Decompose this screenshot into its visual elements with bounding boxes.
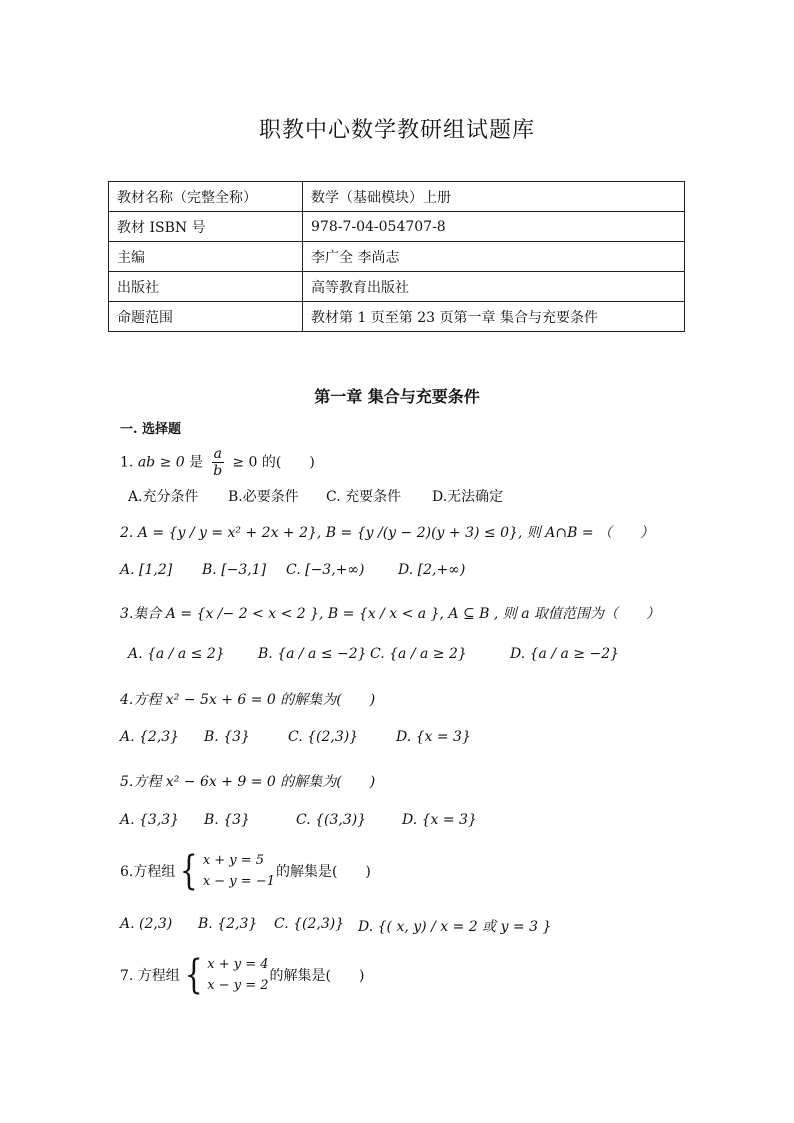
fraction-denominator: b xyxy=(213,463,223,479)
question-expression: ab ≥ 0 xyxy=(137,454,190,471)
option-c[interactable]: C. {(3,3)} xyxy=(296,812,367,828)
question-3: 3.集合 A = {x /− 2 < x < 2 }, B = {x / x < a }, A ⊆ B , 则 a 取值范围为（ ） xyxy=(120,606,661,622)
page-title: 职教中心数学教研组试题库 xyxy=(258,118,535,143)
equation-2: x − y = −1 xyxy=(202,874,275,889)
question-number: 7. 方程组 xyxy=(120,968,180,984)
option-a[interactable]: A.充分条件 xyxy=(128,489,199,505)
option-d[interactable]: D. {x = 3} xyxy=(402,812,477,828)
question-1 xyxy=(120,446,315,479)
section-title: 一. 选择题 xyxy=(120,422,182,437)
option-d[interactable]: D.无法确定 xyxy=(432,489,504,505)
question-6-options xyxy=(120,916,551,936)
question-text: 是 xyxy=(189,454,204,471)
table-cell-label: 命题范围 xyxy=(109,302,303,332)
option-c[interactable]: C. [−3,+∞) xyxy=(286,562,365,578)
option-a[interactable]: A. {2,3} xyxy=(120,729,180,745)
table-cell-value: 教材第 1 页至第 23 页第一章 集合与充要条件 xyxy=(303,302,685,332)
fraction-numerator: a xyxy=(213,446,222,462)
equation-system xyxy=(176,850,275,892)
table-row xyxy=(109,182,685,212)
question-7 xyxy=(120,954,364,996)
option-d[interactable]: D. {x = 3} xyxy=(396,729,471,745)
table-cell-label: 教材 ISBN 号 xyxy=(109,212,303,242)
table-cell-value: 高等教育出版社 xyxy=(303,272,685,302)
table-row xyxy=(109,242,685,272)
question-expression: ≥ 0 xyxy=(232,454,262,471)
option-b[interactable]: B. {a / a ≤ −2} xyxy=(258,646,367,662)
question-4-options xyxy=(120,729,471,745)
left-brace: { xyxy=(180,848,198,894)
table-cell-label: 主编 xyxy=(109,242,303,272)
option-d[interactable]: D. {( x, y) / x = 2 或 y = 3 } xyxy=(358,919,552,935)
option-b[interactable]: B. [−3,1] xyxy=(202,562,267,578)
option-a[interactable]: A. {3,3} xyxy=(120,812,180,828)
question-text: 的解集是( ) xyxy=(275,864,371,880)
table-cell-label: 教材名称（完整全称） xyxy=(109,182,303,212)
equation-1: x + y = 5 xyxy=(202,853,265,868)
option-c[interactable]: C. 充要条件 xyxy=(326,489,402,505)
table-cell-label: 出版社 xyxy=(109,272,303,302)
table-cell-value: 978-7-04-054707-8 xyxy=(303,212,685,242)
left-brace: { xyxy=(184,952,203,998)
question-1-options xyxy=(128,486,503,506)
question-2: 2. A = {y / y = x² + 2x + 2}, B = {y /(y − 2)(y + 3) ≤ 0}, 则 A∩B = （ ） xyxy=(120,525,655,541)
chapter-title: 第一章 集合与充要条件 xyxy=(314,387,480,406)
table-cell-value: 数学（基础模块）上册 xyxy=(303,182,685,212)
question-2-options xyxy=(120,562,465,578)
question-text: 的解集是( ) xyxy=(269,968,365,984)
option-d[interactable]: D. {a / a ≥ −2} xyxy=(510,646,620,662)
option-a[interactable]: A. [1,2] xyxy=(120,562,173,578)
question-3-options xyxy=(128,646,619,662)
table-row xyxy=(109,302,685,332)
equation-1: x + y = 4 xyxy=(207,957,269,972)
question-5: 5.方程 x² − 6x + 9 = 0 的解集为( ) xyxy=(120,774,376,790)
option-b[interactable]: B. {3} xyxy=(204,812,250,828)
question-number: 6.方程组 xyxy=(120,864,176,880)
option-c[interactable]: C. {(2,3)} xyxy=(274,916,345,932)
question-number: 1. xyxy=(120,454,134,471)
textbook-info-table xyxy=(108,181,685,332)
option-c[interactable]: C. {a / a ≥ 2} xyxy=(370,646,467,662)
equation-2: x − y = 2 xyxy=(207,978,269,993)
option-a[interactable]: A. {a / a ≤ 2} xyxy=(128,646,225,662)
table-row xyxy=(109,272,685,302)
option-c[interactable]: C. {(2,3)} xyxy=(288,729,359,745)
fraction xyxy=(212,446,224,479)
option-b[interactable]: B. {2,3} xyxy=(198,916,258,932)
option-a[interactable]: A. (2,3) xyxy=(120,916,173,932)
option-b[interactable]: B.必要条件 xyxy=(228,489,299,505)
question-4: 4.方程 x² − 5x + 6 = 0 的解集为( ) xyxy=(120,692,376,708)
option-d[interactable]: D. [2,+∞) xyxy=(398,562,466,578)
table-row xyxy=(109,212,685,242)
option-b[interactable]: B. {3} xyxy=(204,729,250,745)
question-6 xyxy=(120,850,371,892)
table-cell-value: 李广全 李尚志 xyxy=(303,242,685,272)
equation-system xyxy=(181,954,269,996)
question-text: 的( ) xyxy=(261,454,315,471)
question-5-options xyxy=(120,812,477,828)
